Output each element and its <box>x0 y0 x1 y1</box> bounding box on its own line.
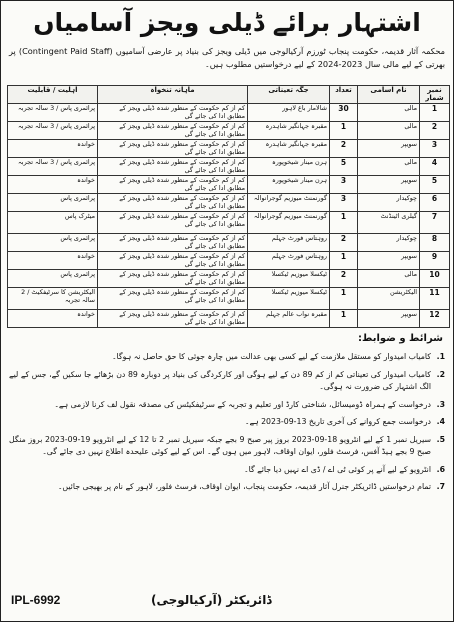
row-post: مالی <box>358 158 420 176</box>
table-row <box>8 288 450 310</box>
rule-number: 6. <box>436 464 445 474</box>
row-serial: 12 <box>420 310 450 328</box>
table-row <box>8 252 450 270</box>
rule-item <box>9 369 445 394</box>
rule-text: درخواست کے ہمراہ ڈومیسائل، شناختی کارڈ اور تعلیم و تجربہ کے سرٹیفکیٹس کی مصدقہ نقول لف کرنا لازمی ہے۔ <box>54 399 431 409</box>
table-row <box>8 140 450 158</box>
row-place: ٹیکسلا میوزیم ٹیکسلا <box>248 288 330 310</box>
row-qualification: پرائمری پاس / 3 سالہ تجربہ <box>8 122 98 140</box>
ad-title: اشتہار برائے ڈیلی ویجز آسامیاں <box>33 8 421 37</box>
row-pay: کم از کم حکومت کے منظور شدہ ڈیلی ویجز کے مطابق ادا کی جائے گی <box>98 176 248 194</box>
row-count: 2 <box>330 270 358 288</box>
row-serial: 7 <box>420 212 450 234</box>
row-count: 1 <box>330 310 358 328</box>
row-qualification: میٹرک پاس <box>8 212 98 234</box>
row-serial: 2 <box>420 122 450 140</box>
rule-text: کامیاب امیدوار کی تعیناتی کم از کم 89 دن کے لیے ہوگی اور کارکردگی کی بنیاد پر دوبارہ 89 دن بڑھائے جا سکیں گے، جس کے لیے الگ اشتہار کی ضرورت نہ ہوگی۔ <box>9 369 431 391</box>
row-post: مالی <box>358 104 420 122</box>
table-row <box>8 122 450 140</box>
table-row <box>8 234 450 252</box>
row-count: 2 <box>330 140 358 158</box>
row-pay: کم از کم حکومت کے منظور شدہ ڈیلی ویجز کے مطابق ادا کی جائے گی <box>98 288 248 310</box>
rule-number: 4. <box>436 417 445 426</box>
row-pay: کم از کم حکومت کے منظور شدہ ڈیلی ویجز کے مطابق ادا کی جائے گی <box>98 234 248 252</box>
row-serial: 4 <box>420 158 450 176</box>
row-qualification: خواندہ <box>8 176 98 194</box>
rule-item <box>9 464 445 477</box>
row-post: گیلری اٹینڈنٹ <box>358 212 420 234</box>
rule-number: 5. <box>436 434 445 444</box>
row-serial: 11 <box>420 288 450 310</box>
row-serial: 8 <box>420 234 450 252</box>
row-post: چوکیدار <box>358 194 420 212</box>
header-qualification: اہلیت / قابلیت <box>8 86 98 104</box>
rule-text: کامیاب امیدوار کو مستقل ملازمت کے لیے کسی بھی عدالت میں چارہ جوئی کا حق حاصل نہ ہوگا۔ <box>111 352 431 361</box>
row-count: 3 <box>330 176 358 194</box>
row-qualification: پرائمری پاس <box>8 194 98 212</box>
table-row <box>8 104 450 122</box>
header-pay: ماہانہ تنخواہ <box>98 86 248 104</box>
row-post: الیکٹریشن <box>358 288 420 310</box>
row-place: روہتاس فورٹ جہلم <box>248 252 330 270</box>
row-post: سویپر <box>358 252 420 270</box>
rule-item <box>9 416 445 429</box>
rule-item <box>9 434 445 459</box>
rule-number: 2. <box>436 369 445 379</box>
row-post: سویپر <box>358 176 420 194</box>
row-qualification: خواندہ <box>8 252 98 270</box>
row-place: مقبرہ نواب عالم جہلم <box>248 310 330 328</box>
row-post: سویپر <box>358 140 420 158</box>
row-pay: کم از کم حکومت کے منظور شدہ ڈیلی ویجز کے مطابق ادا کی جائے گی <box>98 212 248 234</box>
row-count: 1 <box>330 122 358 140</box>
row-place: ٹیکسلا میوزیم ٹیکسلا <box>248 270 330 288</box>
row-serial: 10 <box>420 270 450 288</box>
rule-number: 1. <box>436 352 445 361</box>
row-serial: 6 <box>420 194 450 212</box>
row-count: 1 <box>330 288 358 310</box>
ipl-number: IPL-6992 <box>11 593 61 607</box>
row-pay: کم از کم حکومت کے منظور شدہ ڈیلی ویجز کے مطابق ادا کی جائے گی <box>98 194 248 212</box>
row-qualification: پرائمری پاس / 3 سالہ تجربہ <box>8 158 98 176</box>
table-row <box>8 212 450 234</box>
row-count: 30 <box>330 104 358 122</box>
row-serial: 9 <box>420 252 450 270</box>
row-pay: کم از کم حکومت کے منظور شدہ ڈیلی ویجز کے مطابق ادا کی جائے گی <box>98 310 248 328</box>
row-qualification: پرائمری پاس <box>8 270 98 288</box>
row-place: گورنمنٹ میوزیم گوجرانوالہ <box>248 194 330 212</box>
row-pay: کم از کم حکومت کے منظور شدہ ڈیلی ویجز کے مطابق ادا کی جائے گی <box>98 140 248 158</box>
row-place: مقبرہ جہانگیر شاہدرہ <box>248 122 330 140</box>
rules-list <box>9 351 445 499</box>
rule-text: انٹرویو کے لیے آنے پر کوئی ٹی اے / ڈی اے نہیں دیا جائے گا۔ <box>244 464 431 474</box>
table-row <box>8 176 450 194</box>
row-count: 3 <box>330 194 358 212</box>
rule-item <box>9 481 445 494</box>
rules-heading: شرائط و ضوابط: <box>358 333 443 344</box>
row-count: 1 <box>330 212 358 234</box>
row-count: 1 <box>330 252 358 270</box>
row-post: مالی <box>358 122 420 140</box>
rule-text: درخواست جمع کروانے کی آخری تاریخ 13-09-2023 ہے۔ <box>244 417 431 426</box>
rule-number: 7. <box>436 482 445 491</box>
row-qualification: پرائمری پاس / 3 سالہ تجربہ <box>8 104 98 122</box>
posts-table <box>7 85 450 328</box>
table-row <box>8 158 450 176</box>
row-pay: کم از کم حکومت کے منظور شدہ ڈیلی ویجز کے مطابق ادا کی جائے گی <box>98 158 248 176</box>
row-qualification: پرائمری پاس <box>8 234 98 252</box>
rule-item <box>9 351 445 364</box>
row-pay: کم از کم حکومت کے منظور شدہ ڈیلی ویجز کے مطابق ادا کی جائے گی <box>98 252 248 270</box>
header-post: نام آسامی <box>358 86 420 104</box>
header-serial: نمبر شمار <box>420 86 450 104</box>
row-count: 5 <box>330 158 358 176</box>
row-place: ہرن مینار شیخوپورہ <box>248 176 330 194</box>
director-signature: ڈائریکٹر (آرکیالوجی) <box>151 593 272 607</box>
rule-text: تمام درخواستیں ڈائریکٹر جنرل آثار قدیمہ، حکومت پنجاب، ایوان اوقاف، فرسٹ فلور، لاہور کے نام پر بھیجی جائیں۔ <box>57 482 431 491</box>
row-post: مالی <box>358 270 420 288</box>
header-count: تعداد <box>330 86 358 104</box>
row-post: چوکیدار <box>358 234 420 252</box>
row-count: 2 <box>330 234 358 252</box>
table-header-row <box>8 86 450 104</box>
row-place: ہرن مینار شیخوپورہ <box>248 158 330 176</box>
row-pay: کم از کم حکومت کے منظور شدہ ڈیلی ویجز کے مطابق ادا کی جائے گی <box>98 122 248 140</box>
header-place: جگہ تعیناتی <box>248 86 330 104</box>
row-qualification: خواندہ <box>8 140 98 158</box>
rule-item <box>9 399 445 412</box>
row-pay: کم از کم حکومت کے منظور شدہ ڈیلی ویجز کے مطابق ادا کی جائے گی <box>98 270 248 288</box>
row-serial: 3 <box>420 140 450 158</box>
row-serial: 5 <box>420 176 450 194</box>
row-place: روہتاس فورٹ جہلم <box>248 234 330 252</box>
table-row <box>8 310 450 328</box>
row-pay: کم از کم حکومت کے منظور شدہ ڈیلی ویجز کے مطابق ادا کی جائے گی <box>98 104 248 122</box>
row-place: شالامار باغ لاہور <box>248 104 330 122</box>
row-qualification: الیکٹریشن کا سرٹیفکیٹ / 2 سالہ تجربہ <box>8 288 98 310</box>
row-place: مقبرہ جہانگیر شاہدرہ <box>248 140 330 158</box>
rule-number: 3. <box>436 399 445 409</box>
row-place: گورنمنٹ میوزیم گوجرانوالہ <box>248 212 330 234</box>
row-post: سویپر <box>358 310 420 328</box>
rule-text: سیریل نمبر 1 کے لیے انٹرویو 18-09-2023 بروز پیر صبح 9 بجے جبکہ سیریل نمبر 2 تا 12 کے لیے انٹرویو 19-09-2023 بروز منگل صبح 9 بجے ہیڈ آفس، فرسٹ فلور، ایوان اوقاف، لاہور میں ہوں گے۔ اس کے لیے کوئی علیحدہ اطلاع نہیں دی جائے گی۔ <box>9 434 431 456</box>
row-qualification: خواندہ <box>8 310 98 328</box>
table-row <box>8 194 450 212</box>
row-serial: 1 <box>420 104 450 122</box>
table-row <box>8 270 450 288</box>
intro-paragraph: محکمہ آثار قدیمہ، حکومت پنجاب ٹورزم آرکیالوجی میں ڈیلی ویجز کی بنیاد پر عارضی آسامیوں (Contingent Paid Staff) پر بھرتی کے لیے مالی سال 2023-2024 کے لیے درخواستیں مطلوب ہیں۔ <box>9 46 445 69</box>
